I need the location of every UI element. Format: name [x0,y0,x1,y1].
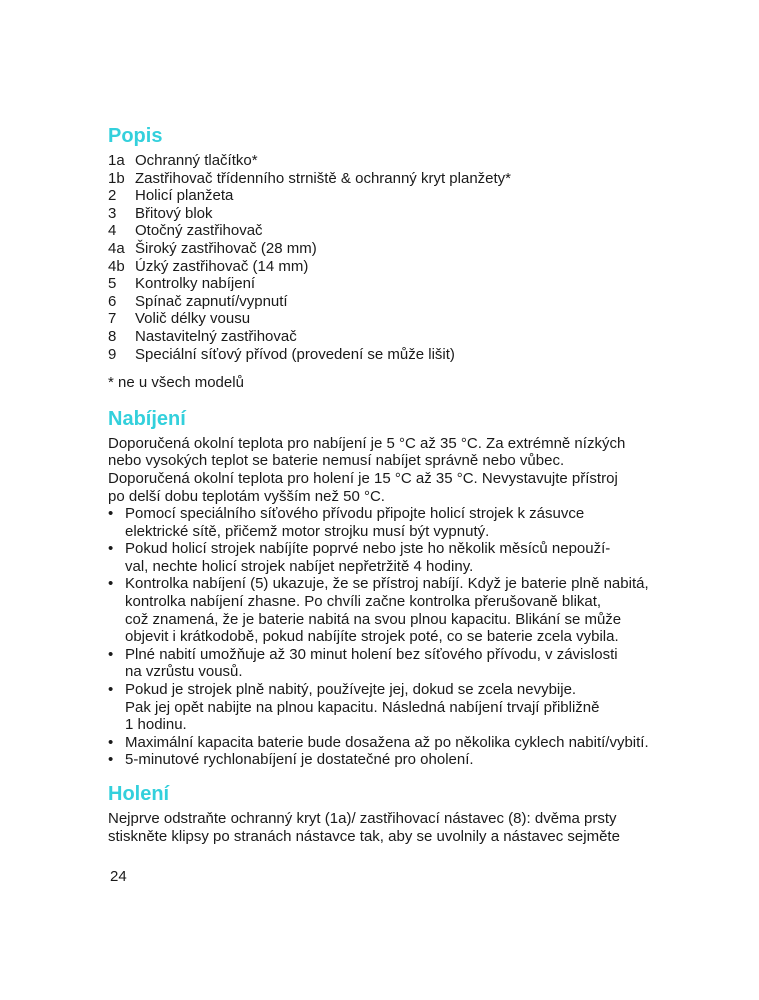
part-item [108,328,668,346]
manual-page [108,124,668,845]
shaving-text: Nejprve odstraňte ochranný kryt (1a)/ zastřihovací nástavec (8): dvěma prsty stiskněte klipsy po stranách nástavce tak, aby se uvolnily a nástavec sejměte [108,810,620,845]
bullet-text: Maximální kapacita baterie bude dosažena až po několika cyklech nabití/vybití. [125,733,649,751]
part-number: 4a [108,239,125,257]
part-label: Ochranný tlačítko* [135,152,258,169]
charging-bullet [108,505,668,540]
part-label: Zastřihovač třídenního strniště & ochranný kryt planžety* [135,169,512,187]
heading-popis: Popis [108,125,163,147]
part-item [108,258,668,276]
bullet-dot: • [108,575,114,593]
bullet-text: Pokud holicí strojek nabíjíte poprvé nebo jste ho několik měsíců nepouží- val, nechte holicí strojek nabíjet nepřetržitě 4 hodiny. [125,540,611,575]
page-number: 24 [110,868,127,885]
bullet-dot: • [108,505,114,523]
part-number: 2 [108,187,117,205]
charging-bullet [108,681,668,734]
part-label: Otočný zastřihovač [135,222,263,240]
part-number: 6 [108,292,117,310]
section-nabijeni [108,407,668,769]
part-label: Holicí planžeta [135,187,234,205]
heading-nabijeni: Nabíjení [108,407,186,430]
part-item [108,346,668,364]
part-label: Břitový blok [135,204,213,222]
part-item [108,310,668,328]
footnote: * ne u všech modelů [108,374,244,392]
bullet-dot: • [108,645,114,663]
part-item [108,222,668,240]
part-label: Nastavitelný zastřihovač [135,327,297,345]
bullet-dot: • [108,540,114,558]
bullet-dot: • [108,733,114,751]
charging-bullet [108,540,668,575]
part-item [108,152,668,170]
part-number: 9 [108,345,117,363]
bullet-text: Pomocí speciálního síťového přívodu připojte holicí strojek k zásuvce elektrické sítě, přičemž motor strojku musí být vypnutý. [125,505,585,540]
part-label: Volič délky vousu [135,310,251,328]
charging-bullet [108,751,668,769]
part-number: 8 [108,327,117,345]
part-label: Široký zastřihovač (28 mm) [135,239,317,257]
section-holeni [108,782,668,845]
part-item [108,205,668,223]
bullet-text: Pokud je strojek plně nabitý, používejte jej, dokud se zcela nevybije. Pak jej opět nabijte na plnou kapacitu. Následná nabíjení trvají přibližně 1 hodinu. [125,681,600,734]
part-label: Kontrolky nabíjení [135,275,256,293]
part-label: Spínač zapnutí/vypnutí [135,292,288,310]
charging-bullet [108,734,668,752]
part-label: Úzký zastřihovač (14 mm) [135,257,309,275]
part-item [108,275,668,293]
charging-bullet-list [108,505,668,769]
part-item [108,170,668,188]
part-number: 7 [108,310,117,328]
charging-bullet [108,575,668,645]
part-number: 5 [108,275,117,293]
part-number: 4b [108,257,125,275]
bullet-text: Kontrolka nabíjení (5) ukazuje, že se přístroj nabíjí. Když je baterie plně nabitá, kontrolka nabíjení zhasne. Po chvíli začne kontrolka přerušovaně blikat, což znamená, že je baterie nabitá na svou plnou kapacitu. Blikání se může objevit i krátkodobě, pokud nabíjíte strojek poté, co se baterie zcela vybila. [125,575,649,646]
part-label: Speciální síťový přívod (provedení se může lišit) [135,345,455,363]
bullet-text: 5-minutové rychlonabíjení je dostatečné pro oholení. [125,751,474,769]
parts-list [108,152,668,363]
bullet-dot: • [108,681,114,699]
charging-bullet [108,646,668,681]
part-item [108,240,668,258]
part-number: 1b [108,169,125,187]
part-item [108,187,668,205]
section-popis [108,124,668,392]
part-item [108,293,668,311]
bullet-text: Plné nabití umožňuje až 30 minut holení bez síťového přívodu, v závislosti na vzrůstu vousů. [125,645,618,681]
bullet-dot: • [108,751,114,769]
part-number: 1a [108,152,125,169]
heading-holeni: Holení [108,783,170,805]
part-number: 3 [108,204,117,222]
part-number: 4 [108,222,117,240]
charging-intro: Doporučená okolní teplota pro nabíjení je 5 °C až 35 °C. Za extrémně nízkých nebo vysokých teplot se baterie nemusí nabíjet správně nebo vůbec. Doporučená okolní teplota pro holení je 15 °C až 35 °C. Nevystavujte přístroj po delší dobu teplotám vyšším než 50 °C. [108,434,626,505]
